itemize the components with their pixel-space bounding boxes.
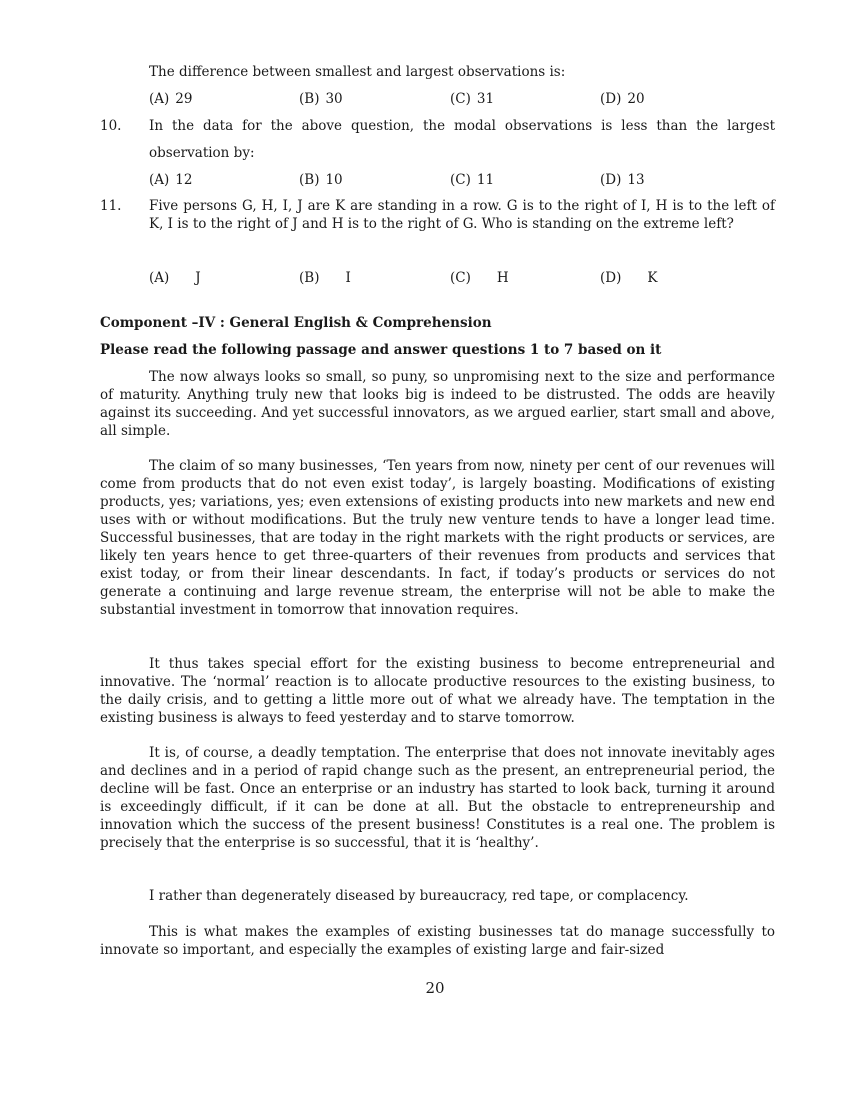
q10-option-b: (B) 10 [299, 172, 343, 188]
q10-options [149, 171, 789, 189]
page-number: 20 [425, 979, 445, 997]
passage-paragraph-3: It thus takes special effort for the existing business to become entrepreneurial and innovative. The ‘normal’ reaction is to allocate productive resources to the existing business, to the daily crisis, and to getting a little more out of what we already have. The temptation in the existing business is always to feed yesterday and to starve tomorrow. [100, 656, 775, 726]
q10-number: 10. [100, 118, 122, 134]
passage-paragraph-6: This is what makes the examples of existing businesses tat do manage successfully to innovate so important, and especially the examples of existing large and fair-sized [100, 924, 775, 958]
q11-option-a: (A) J [149, 270, 201, 286]
q10-option-c: (C) 11 [450, 172, 495, 188]
q9-option-a: (A) 29 [149, 91, 193, 107]
passage-paragraph-4: It is, of course, a deadly temptation. The enterprise that does not innovate inevitably ages and declines and in a period of rapid change such as the present, an entrepreneurial period, the decline will be fast. Once an enterprise or an industry has started to look back, turning it around is exceedingly difficult, if it can be done at all. But the obstacle to entrepreneurship and innovation which the success of the present business! Constitutes is a real one. The problem is precisely that the enterprise is so successful, that it is ‘healthy’. [100, 745, 775, 851]
q10-text-line1: In the data for the above question, the modal observations is less than the largest [149, 118, 775, 134]
q11-option-b: (B) I [299, 270, 351, 286]
q10-text-line2: observation by: [149, 145, 255, 161]
q11-text: Five persons G, H, I, J are K are standing in a row. G is to the right of I, H is to the left of K, I is to the right of J and H is to the right of G. Who is standing on the extreme left? [149, 198, 775, 232]
passage-paragraph-1: The now always looks so small, so puny, so unpromising next to the size and performance of maturity. Anything truly new that looks big is indeed to be distrusted. The odds are heavily against its succeeding. And yet successful innovators, as we argued earlier, start small and above, all simple. [100, 369, 775, 439]
q9-options [149, 90, 789, 108]
q11-option-d: (D) K [600, 270, 658, 286]
q11-options [149, 269, 789, 287]
q9-stem: The difference between smallest and largest observations is: [149, 64, 566, 80]
q11-option-c: (C) H [450, 270, 509, 286]
q9-option-b: (B) 30 [299, 91, 343, 107]
passage-paragraph-5: I rather than degenerately diseased by bureaucracy, red tape, or complacency. [149, 888, 689, 904]
q11-number: 11. [100, 198, 122, 214]
component-heading: Component –IV : General English & Comprehension [100, 315, 492, 331]
q10-option-d: (D) 13 [600, 172, 645, 188]
q9-option-c: (C) 31 [450, 91, 495, 107]
passage-paragraph-2: The claim of so many businesses, ‘Ten years from now, ninety per cent of our revenues will come from products that do not even exist today’, is largely boasting. Modifications of existing products, yes; variations, yes; even extensions of existing products into new markets and new end uses with or without modifications. But the truly new venture tends to have a longer lead time. Successful businesses, that are today in the right markets with the right products or services, are likely ten years hence to get three-quarters of their revenues from products and services that exist today, or from their linear descendants. In fact, if today’s products or services do not generate a continuing and large revenue stream, the enterprise will not be able to make the substantial investment in tomorrow that innovation requires. [100, 458, 775, 618]
passage-instruction: Please read the following passage and answer questions 1 to 7 based on it [100, 342, 662, 358]
q10-option-a: (A) 12 [149, 172, 193, 188]
q9-option-d: (D) 20 [600, 91, 645, 107]
